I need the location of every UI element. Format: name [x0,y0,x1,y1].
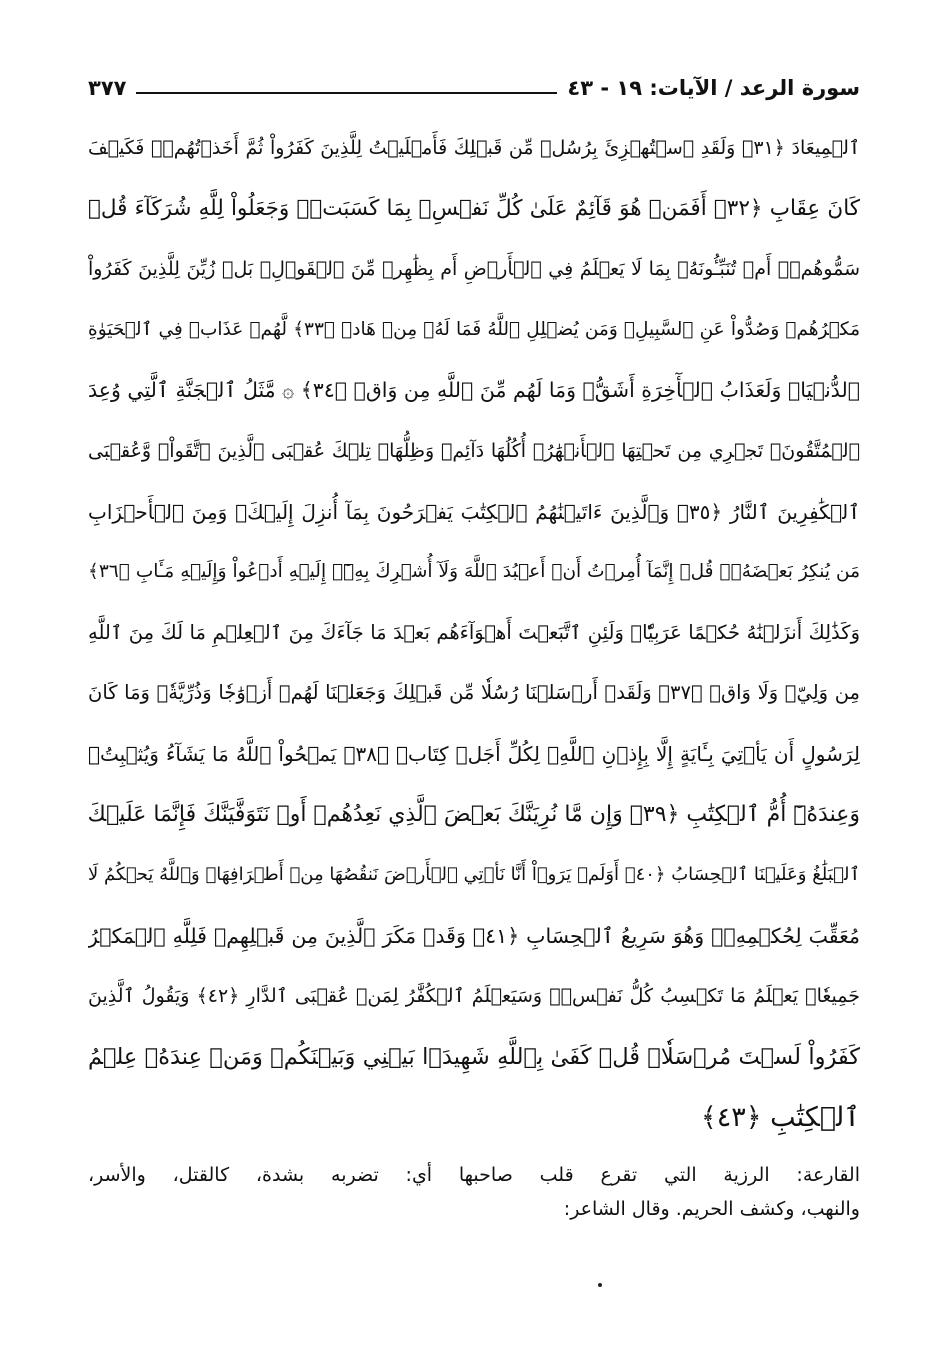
footnote-line: والنهب، وكشف الحريم. وقال الشاعر: [563,1198,860,1220]
verse-line: وَكَذَٰلِكَ أَنزَلۡنَٰهُ حُكۡمًا عَرَبِيّٗاۚ وَلَئِنِ ٱتَّبَعۡتَ أَهۡوَآءَهُم بَعۡدَ مَا جَآءَكَ مِنَ ٱلۡعِلۡمِ مَا لَكَ مِنَ ٱللَّهِ [88,620,860,644]
verse-line: جَمِيعٗاۖ يَعۡلَمُ مَا تَكۡسِبُ كُلُّ نَفۡسٖۗ وَسَيَعۡلَمُ ٱلۡكُفَّٰرُ لِمَنۡ عُقۡبَى ٱلدَّارِ ﴿٤٢﴾ وَيَقُولُ ٱلَّذِينَ [88,985,860,1008]
verse-line: مَن يُنكِرُ بَعۡضَهُۥۚ قُلۡ إِنَّمَآ أُمِرۡتُ أَنۡ أَعۡبُدَ ٱللَّهَ وَلَآ أُشۡرِكَ بِهِۦٓۚ إِلَيۡهِ أَدۡعُواْ وَإِلَيۡهِ مَـَٔابِ ﴿٣٦﴾ [88,561,860,583]
verse-line: كَفَرُواْ لَسۡتَ مُرۡسَلٗاۚ قُلۡ كَفَىٰ بِٱللَّهِ شَهِيدَۢا بَيۡنِي وَبَيۡنَكُمۡ وَمَنۡ عِندَهُۥ عِلۡمُ [88,1043,860,1070]
verse-line: ٱلۡكِتَٰبِ ﴿٤٣﴾ [700,1101,860,1133]
verse-line: كَانَ عِقَابِ ﴿٣٢﴾ أَفَمَنۡ هُوَ قَآئِمٌ عَلَىٰ كُلِّ نَفۡسِۭ بِمَا كَسَبَتۡۗ وَجَعَلُواْ لِلَّهِ شُرَكَآءَ قُلۡ [88,195,860,221]
page-header [88,68,860,108]
surah-title: سورة الرعد / الآيات: ١٩ - ٤٣ [567,76,860,100]
verse-line: ٱلۡمُتَّقُونَۖ تَجۡرِي مِن تَحۡتِهَا ٱلۡأَنۡهَٰرُۖ أُكُلُهَا دَآئِمٞ وَظِلُّهَاۚ تِلۡكَ عُقۡبَى ٱلَّذِينَ ٱتَّقَواْۖ وَّعُقۡبَى [88,439,860,462]
footnote-line: القارعة: الرزية التي تقرع قلب صاحبها أي: تضربه بشدة، كالقتل، والأسر، [88,1164,860,1186]
verse-line: مَكۡرُهُمۡ وَصُدُّواْ عَنِ ٱلسَّبِيلِۗ وَمَن يُضۡلِلِ ٱللَّهُ فَمَا لَهُۥ مِنۡ هَادٖ ﴿٣٣﴾ لَّهُمۡ عَذَابٞ فِي ٱلۡحَيَوٰةِ [88,318,860,340]
verse-line: مُعَقِّبَ لِحُكۡمِهِۦۚ وَهُوَ سَرِيعُ ٱلۡحِسَابِ ﴿٤١﴾ وَقَدۡ مَكَرَ ٱلَّذِينَ مِن قَبۡلِهِمۡ فَلِلَّهِ ٱلۡمَكۡرُ [88,923,860,948]
verse-line: ٱلۡكَٰفِرِينَ ٱلنَّارُ ﴿٣٥﴾ وَٱلَّذِينَ ءَاتَيۡنَٰهُمُ ٱلۡكِتَٰبَ يَفۡرَحُونَ بِمَآ أُنزِلَ إِلَيۡكَۖ وَمِنَ ٱلۡأَحۡزَابِ [88,499,860,524]
ink-dot [598,1283,602,1287]
verse-line: ٱلۡمِيعَادَ ﴿٣١﴾ وَلَقَدِ ٱسۡتُهۡزِئَ بِرُسُلٖ مِّن قَبۡلِكَ فَأَمۡلَيۡتُ لِلَّذِينَ كَفَرُواْ ثُمَّ أَخَذۡتُهُمۡۖ فَكَيۡفَ [88,137,860,159]
verse-line: مِن وَلِيّٖ وَلَا وَاقٖ ﴿٣٧﴾ وَلَقَدۡ أَرۡسَلۡنَا رُسُلٗا مِّن قَبۡلِكَ وَجَعَلۡنَا لَهُمۡ أَزۡوَٰجٗا وَذُرِّيَّةٗۚ وَمَا كَانَ [88,681,860,705]
verse-line: ٱلدُّنۡيَاۖ وَلَعَذَابُ ٱلۡأٓخِرَةِ أَشَقُّۖ وَمَا لَهُم مِّنَ ٱللَّهِ مِن وَاقٖ ﴿٣٤﴾ ۞ مَّثَلُ ٱلۡجَنَّةِ ٱلَّتِي وُعِدَ [88,378,860,403]
footnote [88,1158,860,1226]
verse-line: لِرَسُولٍ أَن يَأۡتِيَ بِـَٔايَةٍ إِلَّا بِإِذۡنِ ٱللَّهِۗ لِكُلِّ أَجَلٖ كِتَابٞ ﴿٣٨﴾ يَمۡحُواْ ٱللَّهُ مَا يَشَآءُ وَيُثۡبِتُۖ [88,741,860,766]
page-number: ٣٧٧ [88,76,127,100]
verse-line: ٱلۡبَلَٰغُ وَعَلَيۡنَا ٱلۡحِسَابُ ﴿٤٠﴾ أَوَلَمۡ يَرَوۡاْ أَنَّا نَأۡتِي ٱلۡأَرۡضَ نَنقُصُهَا مِنۡ أَطۡرَافِهَاۚ وَٱللَّهُ يَحۡكُمُ لَا [88,864,860,886]
verse-line: سَمُّوهُمۡۚ أَمۡ تُنَبِّـُٔونَهُۥ بِمَا لَا يَعۡلَمُ فِي ٱلۡأَرۡضِ أَم بِظَٰهِرٖ مِّنَ ٱلۡقَوۡلِۗ بَلۡ زُيِّنَ لِلَّذِينَ كَفَرُواْ [88,258,860,281]
header-rule [136,92,557,94]
verse-line: وَعِندَهُۥٓ أُمُّ ٱلۡكِتَٰبِ ﴿٣٩﴾ وَإِن مَّا نُرِيَنَّكَ بَعۡضَ ٱلَّذِي نَعِدُهُمۡ أَوۡ نَتَوَفَّيَنَّكَ فَإِنَّمَا عَلَيۡكَ [88,801,860,827]
quran-text [88,118,860,1148]
